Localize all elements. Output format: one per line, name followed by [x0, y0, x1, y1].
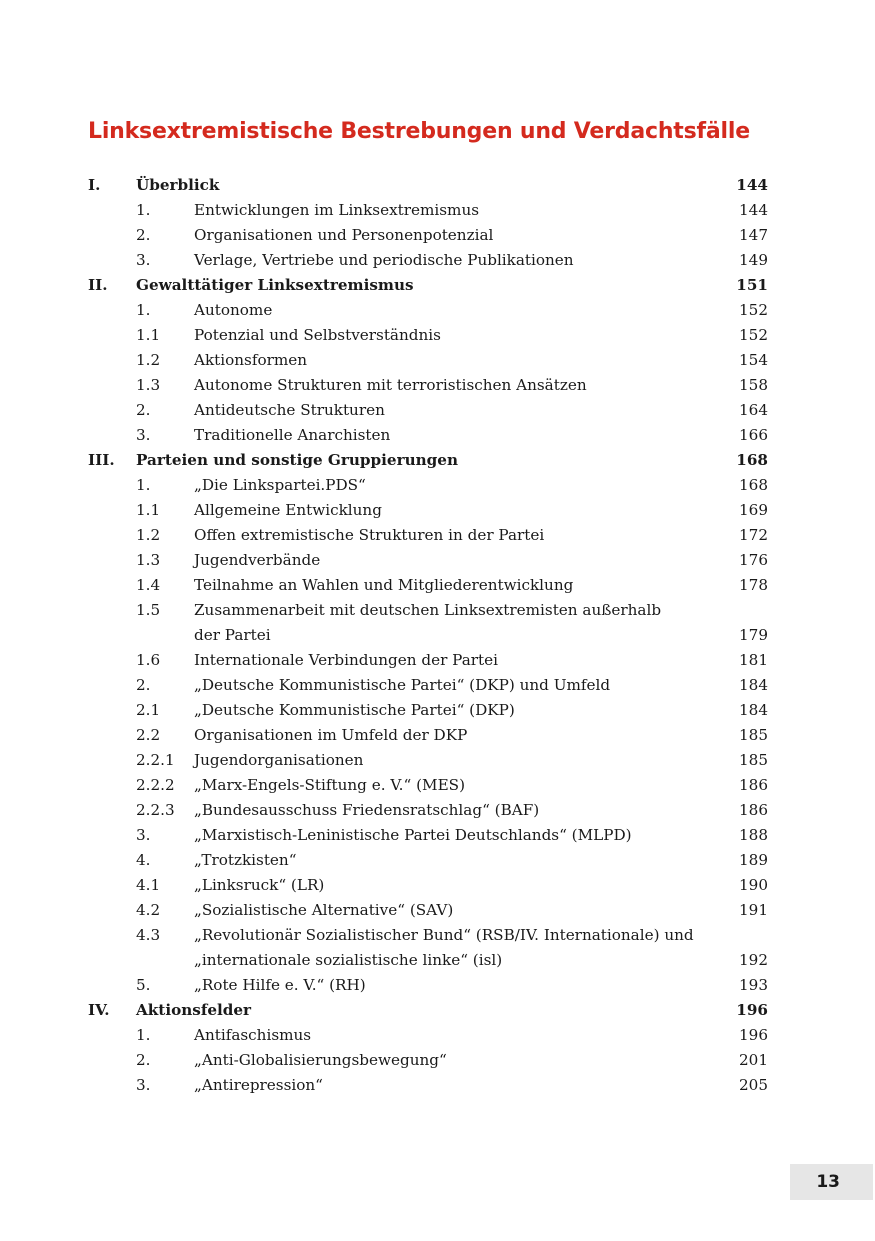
page-reference: 186 — [739, 801, 768, 819]
entry-title: „internationale sozialistische linke“ (isl) — [194, 951, 503, 969]
page-reference: 168 — [739, 476, 768, 494]
toc-entry-row — [88, 623, 768, 648]
entry-number: 1.3 — [136, 376, 161, 394]
toc-section-row — [88, 998, 768, 1023]
page-reference: 186 — [739, 776, 768, 794]
entry-number: 1.5 — [136, 601, 161, 619]
page-reference: 144 — [736, 176, 768, 194]
entry-title: Allgemeine Entwicklung — [194, 501, 382, 519]
entry-title: „Rote Hilfe e. V.“ (RH) — [194, 976, 366, 994]
entry-title: Verlage, Vertriebe und periodische Publikationen — [194, 251, 574, 269]
entry-number: 4. — [136, 851, 151, 869]
entry-number: 2. — [136, 1051, 151, 1069]
entry-title: „Revolutionär Sozialistischer Bund“ (RSB/IV. Internationale) und — [194, 926, 694, 944]
toc-entry-row — [88, 1073, 768, 1098]
page-reference: 169 — [739, 501, 768, 519]
toc-entry-row — [88, 548, 768, 573]
entry-number: 1. — [136, 1026, 151, 1044]
entry-number: 1.1 — [136, 501, 161, 519]
entry-title: Antideutsche Strukturen — [194, 401, 385, 419]
entry-title: Potenzial und Selbstverständnis — [194, 326, 441, 344]
page-reference: 152 — [739, 326, 768, 344]
page-reference: 147 — [739, 226, 768, 244]
section-title: Aktionsfelder — [136, 1001, 252, 1019]
entry-title: Organisationen im Umfeld der DKP — [194, 726, 468, 744]
toc-entry-row — [88, 848, 768, 873]
toc-entry-row — [88, 248, 768, 273]
page-reference: 184 — [739, 676, 768, 694]
toc-entry-row — [88, 573, 768, 598]
entry-number: 1.4 — [136, 576, 161, 594]
section-title: Parteien und sonstige Gruppierungen — [136, 451, 459, 469]
entry-number: 3. — [136, 251, 151, 269]
page-reference: 172 — [739, 526, 768, 544]
entry-title: Traditionelle Anarchisten — [194, 426, 391, 444]
toc-section-row — [88, 173, 768, 198]
section-numeral: I. — [88, 176, 101, 194]
entry-title: „Trotzkisten“ — [194, 851, 297, 869]
page-reference: 196 — [736, 1001, 768, 1019]
page-reference: 179 — [739, 626, 768, 644]
entry-number: 2.1 — [136, 701, 161, 719]
toc-entry-row — [88, 748, 768, 773]
entry-number: 4.1 — [136, 876, 161, 894]
entry-number: 2.2.2 — [136, 776, 175, 794]
toc-entry-row — [88, 423, 768, 448]
entry-title: Antifaschismus — [194, 1026, 312, 1044]
entry-number: 3. — [136, 1076, 151, 1094]
entry-number: 3. — [136, 826, 151, 844]
toc-entry-row — [88, 948, 768, 973]
toc-entry-row — [88, 223, 768, 248]
entry-title: Organisationen und Personenpotenzial — [194, 226, 494, 244]
page-reference: 164 — [739, 401, 768, 419]
section-numeral: III. — [88, 451, 115, 469]
toc-entry-row — [88, 898, 768, 923]
entry-title: „Die Linkspartei.PDS“ — [194, 476, 366, 494]
page-number-box — [790, 1164, 873, 1200]
entry-title: Internationale Verbindungen der Partei — [194, 651, 498, 669]
page-reference: 193 — [739, 976, 768, 994]
page-number: 13 — [816, 1172, 840, 1192]
toc-entry-row — [88, 673, 768, 698]
page-reference: 149 — [739, 251, 768, 269]
entry-number: 5. — [136, 976, 151, 994]
toc-entry-row — [88, 198, 768, 223]
entry-number: 4.2 — [136, 901, 161, 919]
page-reference: 189 — [739, 851, 768, 869]
page-reference: 178 — [739, 576, 768, 594]
entry-title: Offen extremistische Strukturen in der Partei — [194, 526, 545, 544]
entry-number: 1.1 — [136, 326, 161, 344]
page-reference: 188 — [739, 826, 768, 844]
entry-number: 1. — [136, 201, 151, 219]
entry-number: 1.2 — [136, 526, 161, 544]
page-reference: 181 — [739, 651, 768, 669]
entry-title: Autonome — [194, 301, 273, 319]
entry-number: 2. — [136, 676, 151, 694]
entry-title: „Deutsche Kommunistische Partei“ (DKP) — [194, 701, 515, 719]
toc-entry-row — [88, 323, 768, 348]
page-reference: 185 — [739, 751, 768, 769]
entry-title: Entwicklungen im Linksextremismus — [194, 201, 480, 219]
page-reference: 190 — [739, 876, 768, 894]
entry-title: Jugendverbände — [194, 551, 321, 569]
toc-entry-row — [88, 1023, 768, 1048]
entry-number: 1.2 — [136, 351, 161, 369]
entry-title: „Marxistisch-Leninistische Partei Deutschlands“ (MLPD) — [194, 826, 632, 844]
toc-entry-row — [88, 498, 768, 523]
toc-section-row — [88, 273, 768, 298]
entry-title: „Sozialistische Alternative“ (SAV) — [194, 901, 454, 919]
entry-title: Autonome Strukturen mit terroristischen Ansätzen — [194, 376, 587, 394]
entry-title: „Marx-Engels-Stiftung e. V.“ (MES) — [194, 776, 465, 794]
toc-entry-row — [88, 798, 768, 823]
toc-entry-row — [88, 523, 768, 548]
page-reference: 168 — [736, 451, 768, 469]
entry-number: 1.6 — [136, 651, 161, 669]
toc-entry-row — [88, 698, 768, 723]
toc-entry-row — [88, 398, 768, 423]
entry-number: 3. — [136, 426, 151, 444]
entry-number: 1. — [136, 301, 151, 319]
toc-entry-row — [88, 823, 768, 848]
section-numeral: II. — [88, 276, 108, 294]
page-reference: 196 — [739, 1026, 768, 1044]
toc-entry-row — [88, 298, 768, 323]
page-reference: 201 — [739, 1051, 768, 1069]
entry-title: „Anti-Globalisierungsbewegung“ — [194, 1051, 447, 1069]
toc-entry-row — [88, 598, 768, 623]
entry-title: „Antirepression“ — [194, 1076, 323, 1094]
page-reference: 185 — [739, 726, 768, 744]
entry-title: Aktionsformen — [194, 351, 308, 369]
entry-number: 4.3 — [136, 926, 161, 944]
section-title: Überblick — [136, 176, 220, 194]
page-reference: 151 — [736, 276, 768, 294]
toc-section-row — [88, 448, 768, 473]
toc-entry-row — [88, 973, 768, 998]
toc-entry-row — [88, 873, 768, 898]
toc-entry-row — [88, 348, 768, 373]
entry-title: „Linksruck“ (LR) — [194, 876, 325, 894]
entry-title: Teilnahme an Wahlen und Mitgliederentwicklung — [194, 576, 574, 594]
page-reference: 152 — [739, 301, 768, 319]
entry-number: 1. — [136, 476, 151, 494]
entry-number: 2.2.1 — [136, 751, 175, 769]
page-title: Linksextremistische Bestrebungen und Verdachtsfälle — [88, 119, 750, 144]
table-of-contents — [88, 173, 768, 1098]
section-title: Gewalttätiger Linksextremismus — [136, 276, 414, 294]
page-reference: 184 — [739, 701, 768, 719]
entry-title: der Partei — [194, 626, 271, 644]
toc-entry-row — [88, 923, 768, 948]
entry-title: „Bundesausschuss Friedensratschlag“ (BAF) — [194, 801, 540, 819]
entry-number: 2.2 — [136, 726, 161, 744]
toc-entry-row — [88, 723, 768, 748]
section-numeral: IV. — [88, 1001, 110, 1019]
page-reference: 176 — [739, 551, 768, 569]
page-reference: 192 — [739, 951, 768, 969]
page-reference: 154 — [739, 351, 768, 369]
page-reference: 166 — [739, 426, 768, 444]
page-reference: 191 — [739, 901, 768, 919]
page-reference: 158 — [739, 376, 768, 394]
entry-title: Jugendorganisationen — [194, 751, 364, 769]
toc-entry-row — [88, 1048, 768, 1073]
entry-number: 1.3 — [136, 551, 161, 569]
entry-number: 2. — [136, 226, 151, 244]
entry-number: 2. — [136, 401, 151, 419]
page-reference: 205 — [739, 1076, 768, 1094]
toc-entry-row — [88, 773, 768, 798]
toc-entry-row — [88, 473, 768, 498]
page-reference: 144 — [739, 201, 768, 219]
entry-title: Zusammenarbeit mit deutschen Linksextremisten außerhalb — [194, 601, 662, 619]
toc-entry-row — [88, 648, 768, 673]
entry-title: „Deutsche Kommunistische Partei“ (DKP) und Umfeld — [194, 676, 611, 694]
toc-entry-row — [88, 373, 768, 398]
entry-number: 2.2.3 — [136, 801, 175, 819]
